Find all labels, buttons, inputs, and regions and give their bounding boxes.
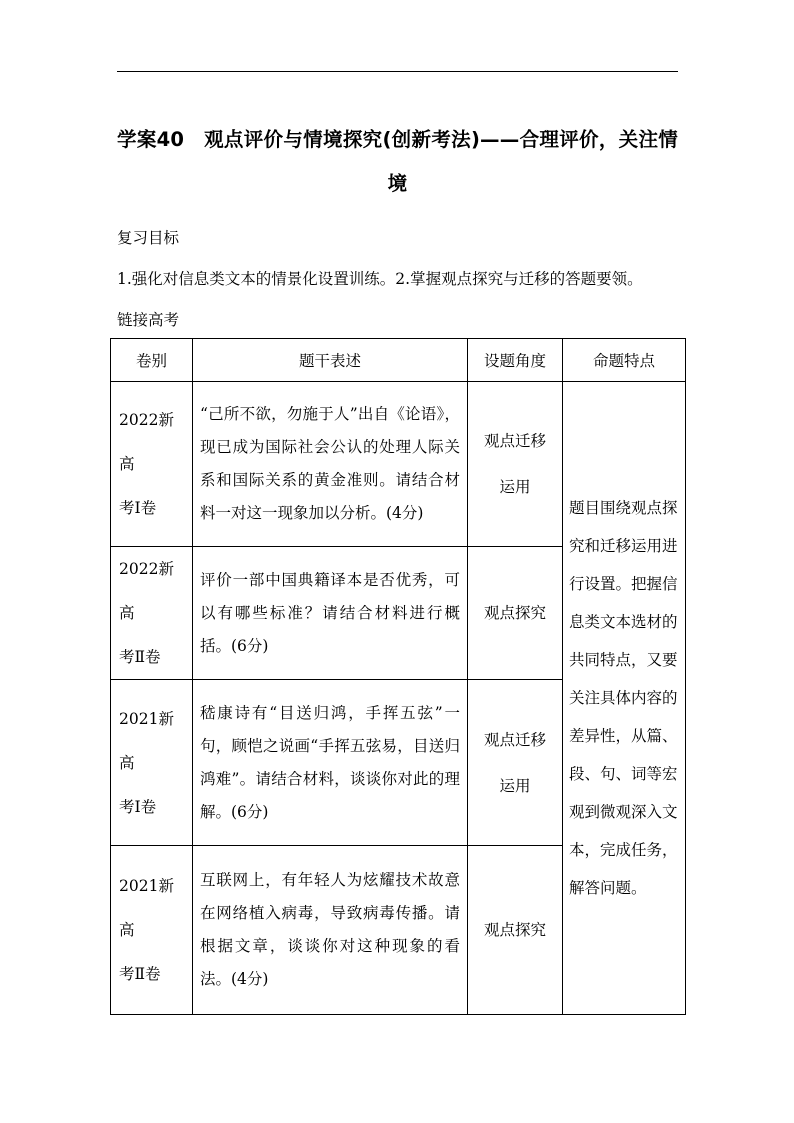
stem-cell: 互联网上，有年轻人为炫耀技术故意在网络植入病毒，导致病毒传播。请根据文章，谈谈你对这种现象的看法。(4分) (193, 846, 468, 1015)
goal-text: 1.强化对信息类文本的情景化设置训练。2.掌握观点探究与迁移的答题要领。 (117, 270, 643, 288)
paper-cell: 2021新高 考Ⅱ卷 (111, 846, 193, 1015)
link-heading: 链接高考 (117, 311, 180, 329)
angle-cell: 观点迁移 运用 (468, 382, 563, 547)
stem-cell: 评价一部中国典籍译本是否优秀，可以有哪些标准？请结合材料进行概括。(6分) (193, 547, 468, 680)
table-header-row (111, 339, 686, 382)
paper-cell: 2022新高 考Ⅰ卷 (111, 382, 193, 547)
feature-cell: 题目围绕观点探究和迁移运用进行设置。把握信息类文本选材的共同特点，又要关注具体内容的差异性，从篇、段、句、词等宏观到微观深入文本，完成任务，解答问题。 (563, 382, 686, 1015)
angle-cell: 观点探究 (468, 547, 563, 680)
paper-cell: 2021新高 考Ⅰ卷 (111, 680, 193, 846)
stem-cell: “己所不欲，勿施于人”出自《论语》，现已成为国际社会公认的处理人际关系和国际关系的黄金准则。请结合材料一对这一现象加以分析。(4分) (193, 382, 468, 547)
page-title: 学案40 观点评价与情境探究(创新考法)——合理评价，关注情境 (117, 128, 678, 195)
header-paper: 卷别 (111, 339, 193, 382)
header-stem: 题干表述 (193, 339, 468, 382)
paper-cell: 2022新高 考Ⅱ卷 (111, 547, 193, 680)
header-rule (117, 71, 678, 72)
exam-table (110, 338, 686, 1015)
goal-heading: 复习目标 (117, 229, 180, 247)
angle-cell: 观点迁移 运用 (468, 680, 563, 846)
header-feature: 命题特点 (563, 339, 686, 382)
header-angle: 设题角度 (468, 339, 563, 382)
table-row (111, 382, 686, 547)
stem-cell: 嵇康诗有“目送归鸿，手挥五弦”一句，顾恺之说画“手挥五弦易，目送归鸿难”。请结合材料，谈谈你对此的理解。(6分) (193, 680, 468, 846)
angle-cell: 观点探究 (468, 846, 563, 1015)
